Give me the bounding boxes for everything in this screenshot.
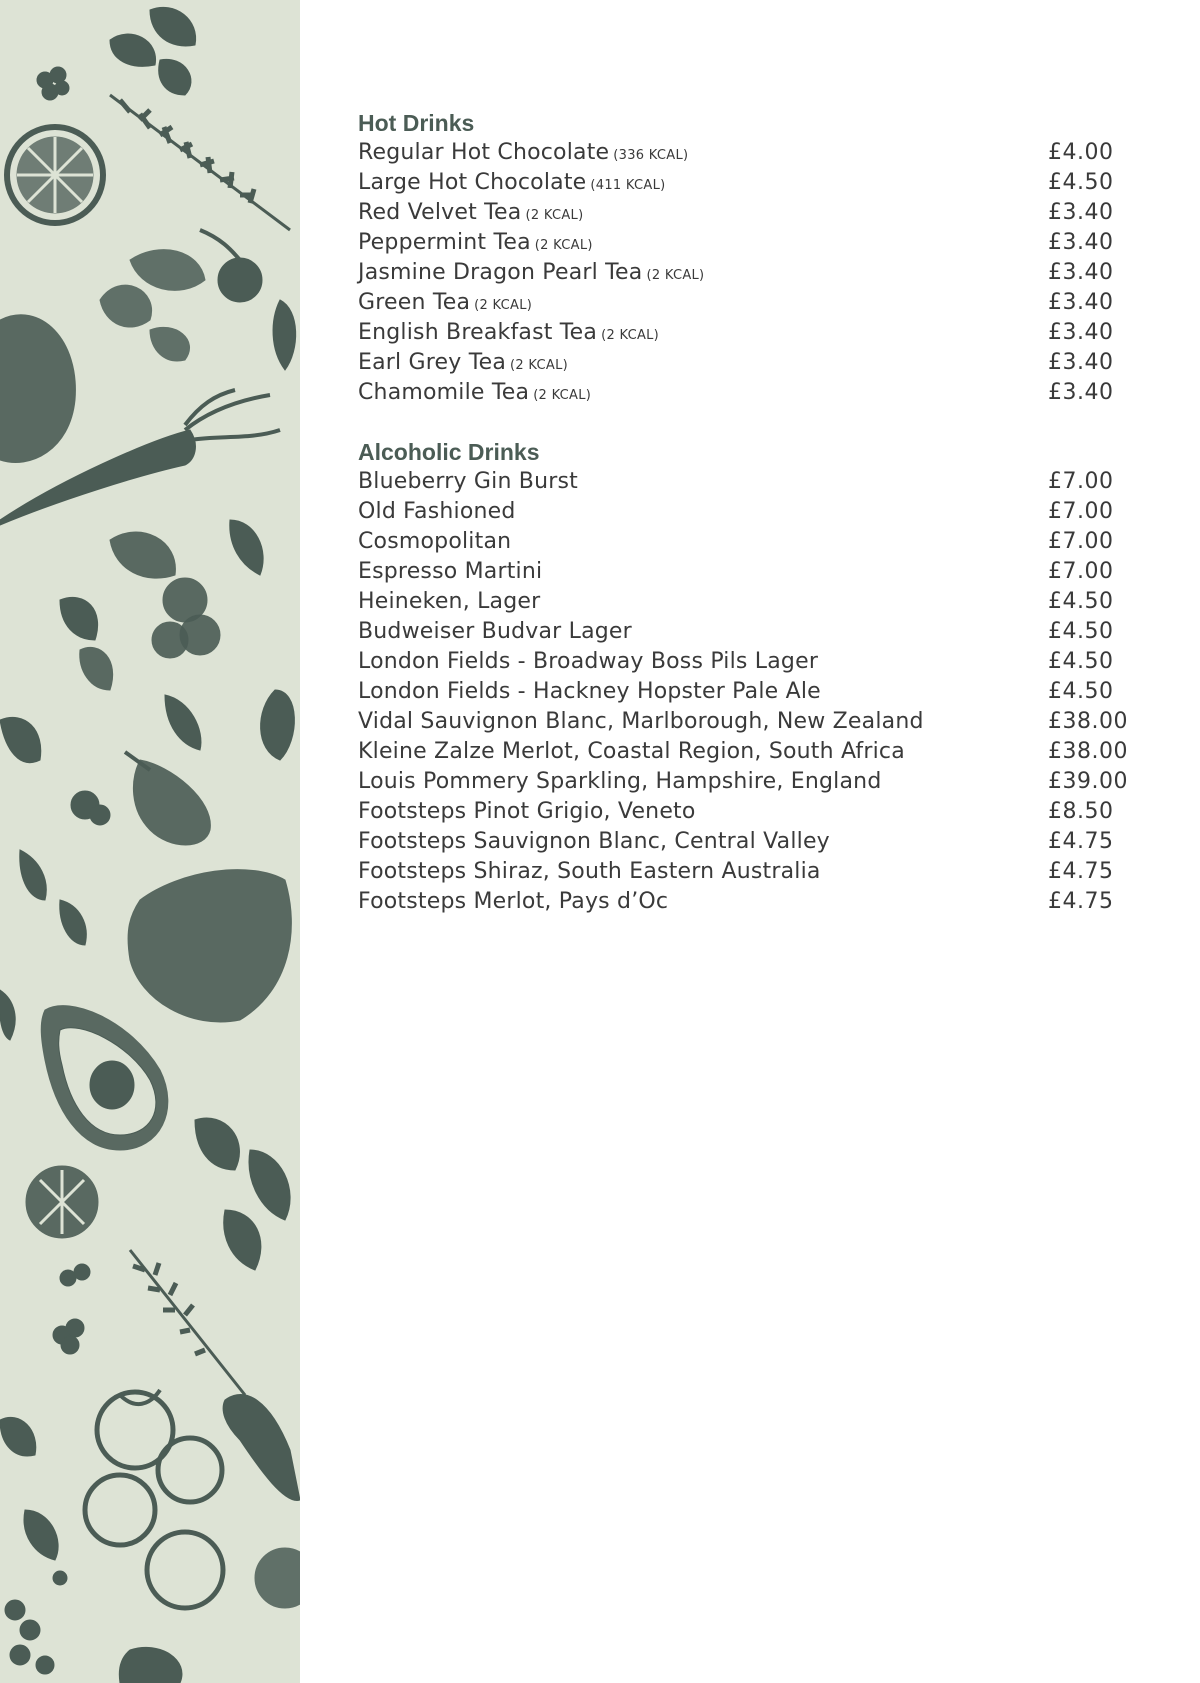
item-name: Chamomile Tea — [358, 380, 530, 405]
onion-icon — [71, 752, 210, 845]
item-price: £7.00 — [1048, 529, 1114, 554]
item-name: Old Fashioned — [358, 499, 516, 524]
item-price: £3.40 — [1048, 200, 1114, 225]
item-calories: (411 KCAL) — [590, 178, 666, 193]
item-price: £3.40 — [1048, 290, 1114, 315]
tomatoes-icon — [85, 1390, 223, 1608]
section-title: Hot Drinks — [358, 110, 475, 136]
item-name: Earl Grey Tea — [358, 350, 507, 375]
item-name: Espresso Martini — [358, 559, 543, 584]
item-calories: (2 KCAL) — [533, 388, 592, 403]
item-name-group — [358, 198, 583, 231]
item-name-group — [358, 288, 532, 321]
menu-item — [358, 827, 1158, 857]
item-name: Cosmopolitan — [358, 529, 512, 554]
item-calories: (2 KCAL) — [474, 298, 533, 313]
item-name-group — [358, 258, 704, 291]
menu-item — [358, 647, 1158, 677]
menu-item — [358, 677, 1158, 707]
item-name: Red Velvet Tea — [358, 200, 522, 225]
item-name: Green Tea — [358, 290, 471, 315]
menu-item — [358, 767, 1158, 797]
item-name-group — [358, 348, 568, 381]
leaf-icon — [0, 690, 294, 763]
menu-item — [358, 288, 1158, 318]
beetroot-icon — [100, 230, 296, 370]
item-name-group — [358, 378, 591, 411]
item-name: Peppermint Tea — [358, 230, 531, 255]
item-name: Regular Hot Chocolate — [358, 140, 610, 165]
menu-item — [358, 497, 1158, 527]
menu-item — [358, 887, 1158, 917]
item-price: £4.75 — [1048, 859, 1114, 884]
menu-item — [358, 467, 1158, 497]
item-price: £7.00 — [1048, 499, 1114, 524]
item-price: £4.75 — [1048, 889, 1114, 914]
menu-item — [358, 138, 1158, 168]
item-calories: (2 KCAL) — [601, 328, 660, 343]
item-calories: (2 KCAL) — [534, 238, 593, 253]
item-price: £8.50 — [1048, 799, 1114, 824]
menu-item — [358, 348, 1158, 378]
item-name: London Fields - Hackney Hopster Pale Ale — [358, 679, 821, 704]
menu-item — [358, 527, 1158, 557]
item-price: £4.50 — [1048, 589, 1114, 614]
leaf-icon — [110, 7, 196, 95]
decorative-side-panel — [0, 0, 300, 1683]
avocado-icon — [41, 1006, 168, 1150]
section-title: Alcoholic Drinks — [358, 439, 540, 465]
item-price: £4.50 — [1048, 619, 1114, 644]
menu-item — [358, 737, 1158, 767]
menu-item — [358, 228, 1158, 258]
item-price: £4.50 — [1048, 649, 1114, 674]
item-price: £39.00 — [1048, 769, 1128, 794]
item-price: £4.00 — [1048, 140, 1114, 165]
item-calories: (2 KCAL) — [525, 208, 584, 223]
item-name: Jasmine Dragon Pearl Tea — [358, 260, 643, 285]
drinks-menu — [358, 108, 1158, 946]
item-calories: (336 KCAL) — [613, 148, 689, 163]
apple-icon — [0, 315, 75, 463]
orange-slice-icon — [255, 1548, 300, 1608]
item-price: £3.40 — [1048, 260, 1114, 285]
rosemary-icon — [130, 1250, 245, 1395]
item-price: £4.50 — [1048, 170, 1114, 195]
menu-item — [358, 857, 1158, 887]
menu-item — [358, 258, 1158, 288]
item-name: Footsteps Merlot, Pays d’Oc — [358, 889, 669, 914]
item-price: £3.40 — [1048, 380, 1114, 405]
botanical-illustration — [0, 0, 300, 1683]
rosemary-icon — [110, 95, 290, 230]
pomegranate-icon — [26, 1166, 98, 1286]
menu-item — [358, 168, 1158, 198]
item-name: Budweiser Budvar Lager — [358, 619, 632, 644]
item-name-group — [358, 318, 659, 351]
item-calories: (2 KCAL) — [646, 268, 705, 283]
item-price: £38.00 — [1048, 709, 1128, 734]
menu-item — [358, 378, 1158, 408]
berries-icon — [152, 578, 220, 658]
item-name: Large Hot Chocolate — [358, 170, 587, 195]
section-hot-drinks — [358, 108, 1158, 408]
menu-item — [358, 587, 1158, 617]
menu-item — [358, 557, 1158, 587]
item-name: Blueberry Gin Burst — [358, 469, 578, 494]
item-name: Louis Pommery Sparkling, Hampshire, England — [358, 769, 882, 794]
item-price: £7.00 — [1048, 559, 1114, 584]
menu-item — [358, 617, 1158, 647]
item-price: £3.40 — [1048, 320, 1114, 345]
menu-item — [358, 318, 1158, 348]
item-name-group — [358, 138, 688, 171]
item-name: English Breakfast Tea — [358, 320, 598, 345]
item-name: Footsteps Shiraz, South Eastern Australia — [358, 859, 821, 884]
item-price: £4.75 — [1048, 829, 1114, 854]
item-price: £7.00 — [1048, 469, 1114, 494]
item-name-group — [358, 168, 666, 201]
menu-item — [358, 797, 1158, 827]
item-price: £38.00 — [1048, 739, 1128, 764]
item-name: Vidal Sauvignon Blanc, Marlborough, New Zealand — [358, 709, 924, 734]
item-price: £3.40 — [1048, 230, 1114, 255]
orange-slice-icon — [7, 127, 103, 223]
item-name: Kleine Zalze Merlot, Coastal Region, South Africa — [358, 739, 905, 764]
item-price: £4.50 — [1048, 679, 1114, 704]
section-alcoholic-drinks — [358, 437, 1158, 917]
item-name: London Fields - Broadway Boss Pils Lager — [358, 649, 819, 674]
item-price: £3.40 — [1048, 350, 1114, 375]
menu-item — [358, 707, 1158, 737]
lettuce-icon — [20, 850, 292, 1022]
item-name: Heineken, Lager — [358, 589, 541, 614]
item-name-group — [358, 228, 593, 261]
item-calories: (2 KCAL) — [510, 358, 568, 373]
carrot-icon — [223, 1394, 300, 1500]
item-name: Footsteps Sauvignon Blanc, Central Valley — [358, 829, 830, 854]
menu-item — [358, 198, 1158, 228]
berries-icon — [37, 67, 69, 100]
leaf-icon — [60, 520, 263, 690]
item-name: Footsteps Pinot Grigio, Veneto — [358, 799, 696, 824]
